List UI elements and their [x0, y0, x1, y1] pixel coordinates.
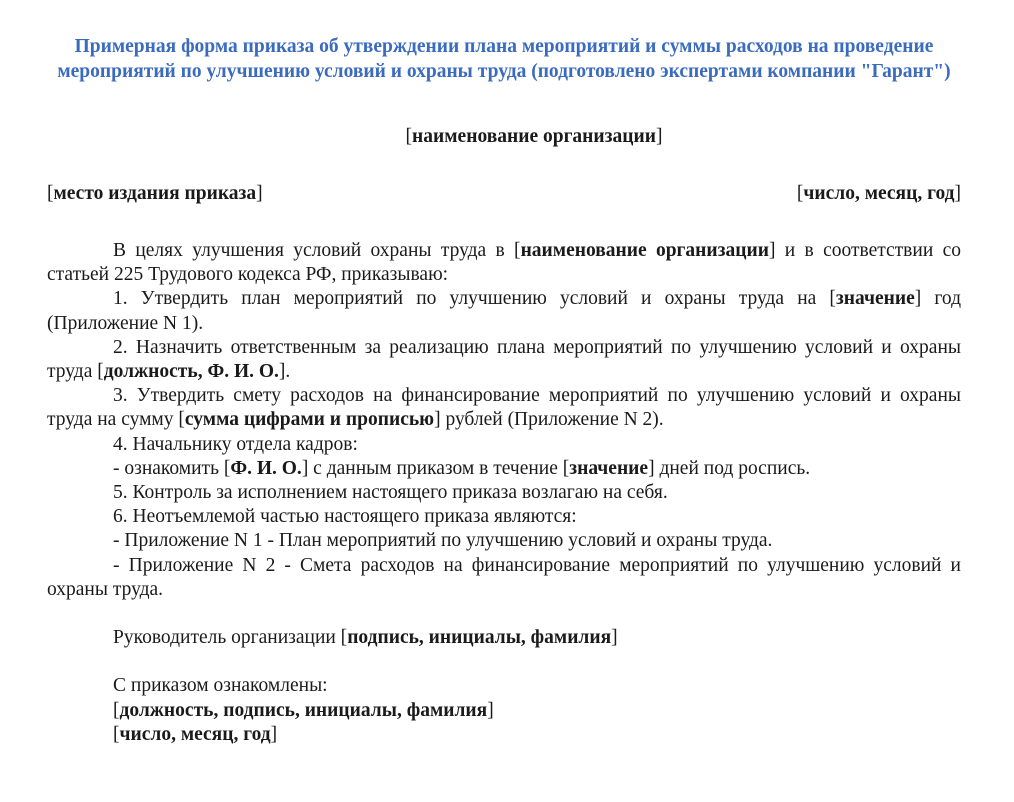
intro-text-1: В целях улучшения условий охраны труда в [	[113, 240, 521, 261]
item-4-sub-value-placeholder: значение	[569, 457, 649, 479]
item-3-amount-placeholder: сумма цифрами и прописью	[184, 409, 435, 431]
order-item-4: 4. Начальнику отдела кадров:	[113, 433, 358, 455]
director-signature-line	[47, 626, 961, 650]
organization-name-text: наименование организации	[412, 126, 656, 147]
signature-close-bracket: ]	[611, 627, 618, 649]
order-item-6-sub-2: - Приложение N 2 - Смета расходов на финансирование мероприятий по улучшению условий и охраны труда.	[47, 554, 961, 600]
signature-label: Руководитель организации [	[113, 627, 348, 649]
order-item-6-sub-1: - Приложение N 1 - План мероприятий по улучшению условий и охраны труда.	[113, 530, 773, 552]
acknowledgment-date-line: [число, месяц, год]	[113, 724, 278, 746]
item-4-sub-person-placeholder: Ф. И. О.	[230, 457, 302, 479]
item-2-person-placeholder: должность, Ф. И. О.	[103, 361, 279, 383]
order-item-4-sub	[47, 457, 961, 481]
item-1-value-placeholder: значение	[835, 288, 915, 310]
place-date-row	[47, 182, 961, 206]
acknowledgment-label: С приказом ознакомлены:	[113, 675, 328, 697]
acknowledgment-person-placeholder: должность, подпись, инициалы, фамилия	[119, 699, 488, 721]
intro-text-2: ] и в соответствии со статьей 225 Трудового кодекса РФ, приказываю:	[47, 240, 962, 286]
intro-org-placeholder: наименование организации	[520, 240, 769, 261]
intro-paragraph	[47, 239, 961, 287]
acknowledgment-date-placeholder: число, месяц, год	[119, 724, 271, 746]
issue-date: [число, месяц, год]	[796, 183, 961, 204]
order-item-1	[47, 287, 961, 335]
order-item-3	[47, 384, 961, 432]
order-item-6: 6. Неотъемлемой частью настоящего приказа являются:	[113, 506, 577, 528]
organization-name-placeholder: [наименование организации]	[405, 126, 663, 147]
item-3-text-c: ] рублей (Приложение N 2).	[434, 409, 664, 431]
signature-placeholder: подпись, инициалы, фамилия	[347, 627, 612, 649]
place-of-issue: [место издания приказа]	[47, 183, 263, 204]
order-item-5: 5. Контроль за исполнением настоящего приказа возлагаю на себя.	[113, 482, 668, 504]
item-2-text-c: ].	[278, 361, 291, 383]
item-4-sub-text-c: ] с данным приказом в течение [	[301, 457, 570, 479]
item-4-sub-text-e: ] дней под роспись.	[648, 457, 811, 479]
item-3-text-a: 3. Утвердить смету расходов на финансирование мероприятий по улучшению условий и охраны труда на сумму [	[47, 385, 961, 431]
item-2-text-a: 2. Назначить ответственным за реализацию плана мероприятий по улучшению условий и охраны труда [	[47, 336, 961, 383]
place-of-issue-text: место издания приказа	[53, 183, 257, 204]
acknowledgment-block	[47, 674, 961, 748]
issue-date-text: число, месяц, год	[803, 183, 955, 204]
item-1-text-a: 1. Утвердить план мероприятий по улучшению условий и охраны труда на [	[113, 288, 836, 310]
order-item-2	[47, 336, 961, 384]
item-4-sub-text-a: - ознакомить [	[113, 457, 231, 479]
order-body	[47, 239, 961, 602]
item-1-text-c: ] год (Приложение N 1).	[47, 288, 961, 334]
acknowledgment-signature-line: [должность, подпись, инициалы, фамилия]	[113, 699, 494, 721]
document-page	[47, 34, 961, 748]
document-title: Примерная форма приказа об утверждении плана мероприятий и суммы расходов на проведение мероприятий по улучшению условий и охраны труда (подготовлено экспертами компании "Гарант")	[57, 36, 951, 82]
